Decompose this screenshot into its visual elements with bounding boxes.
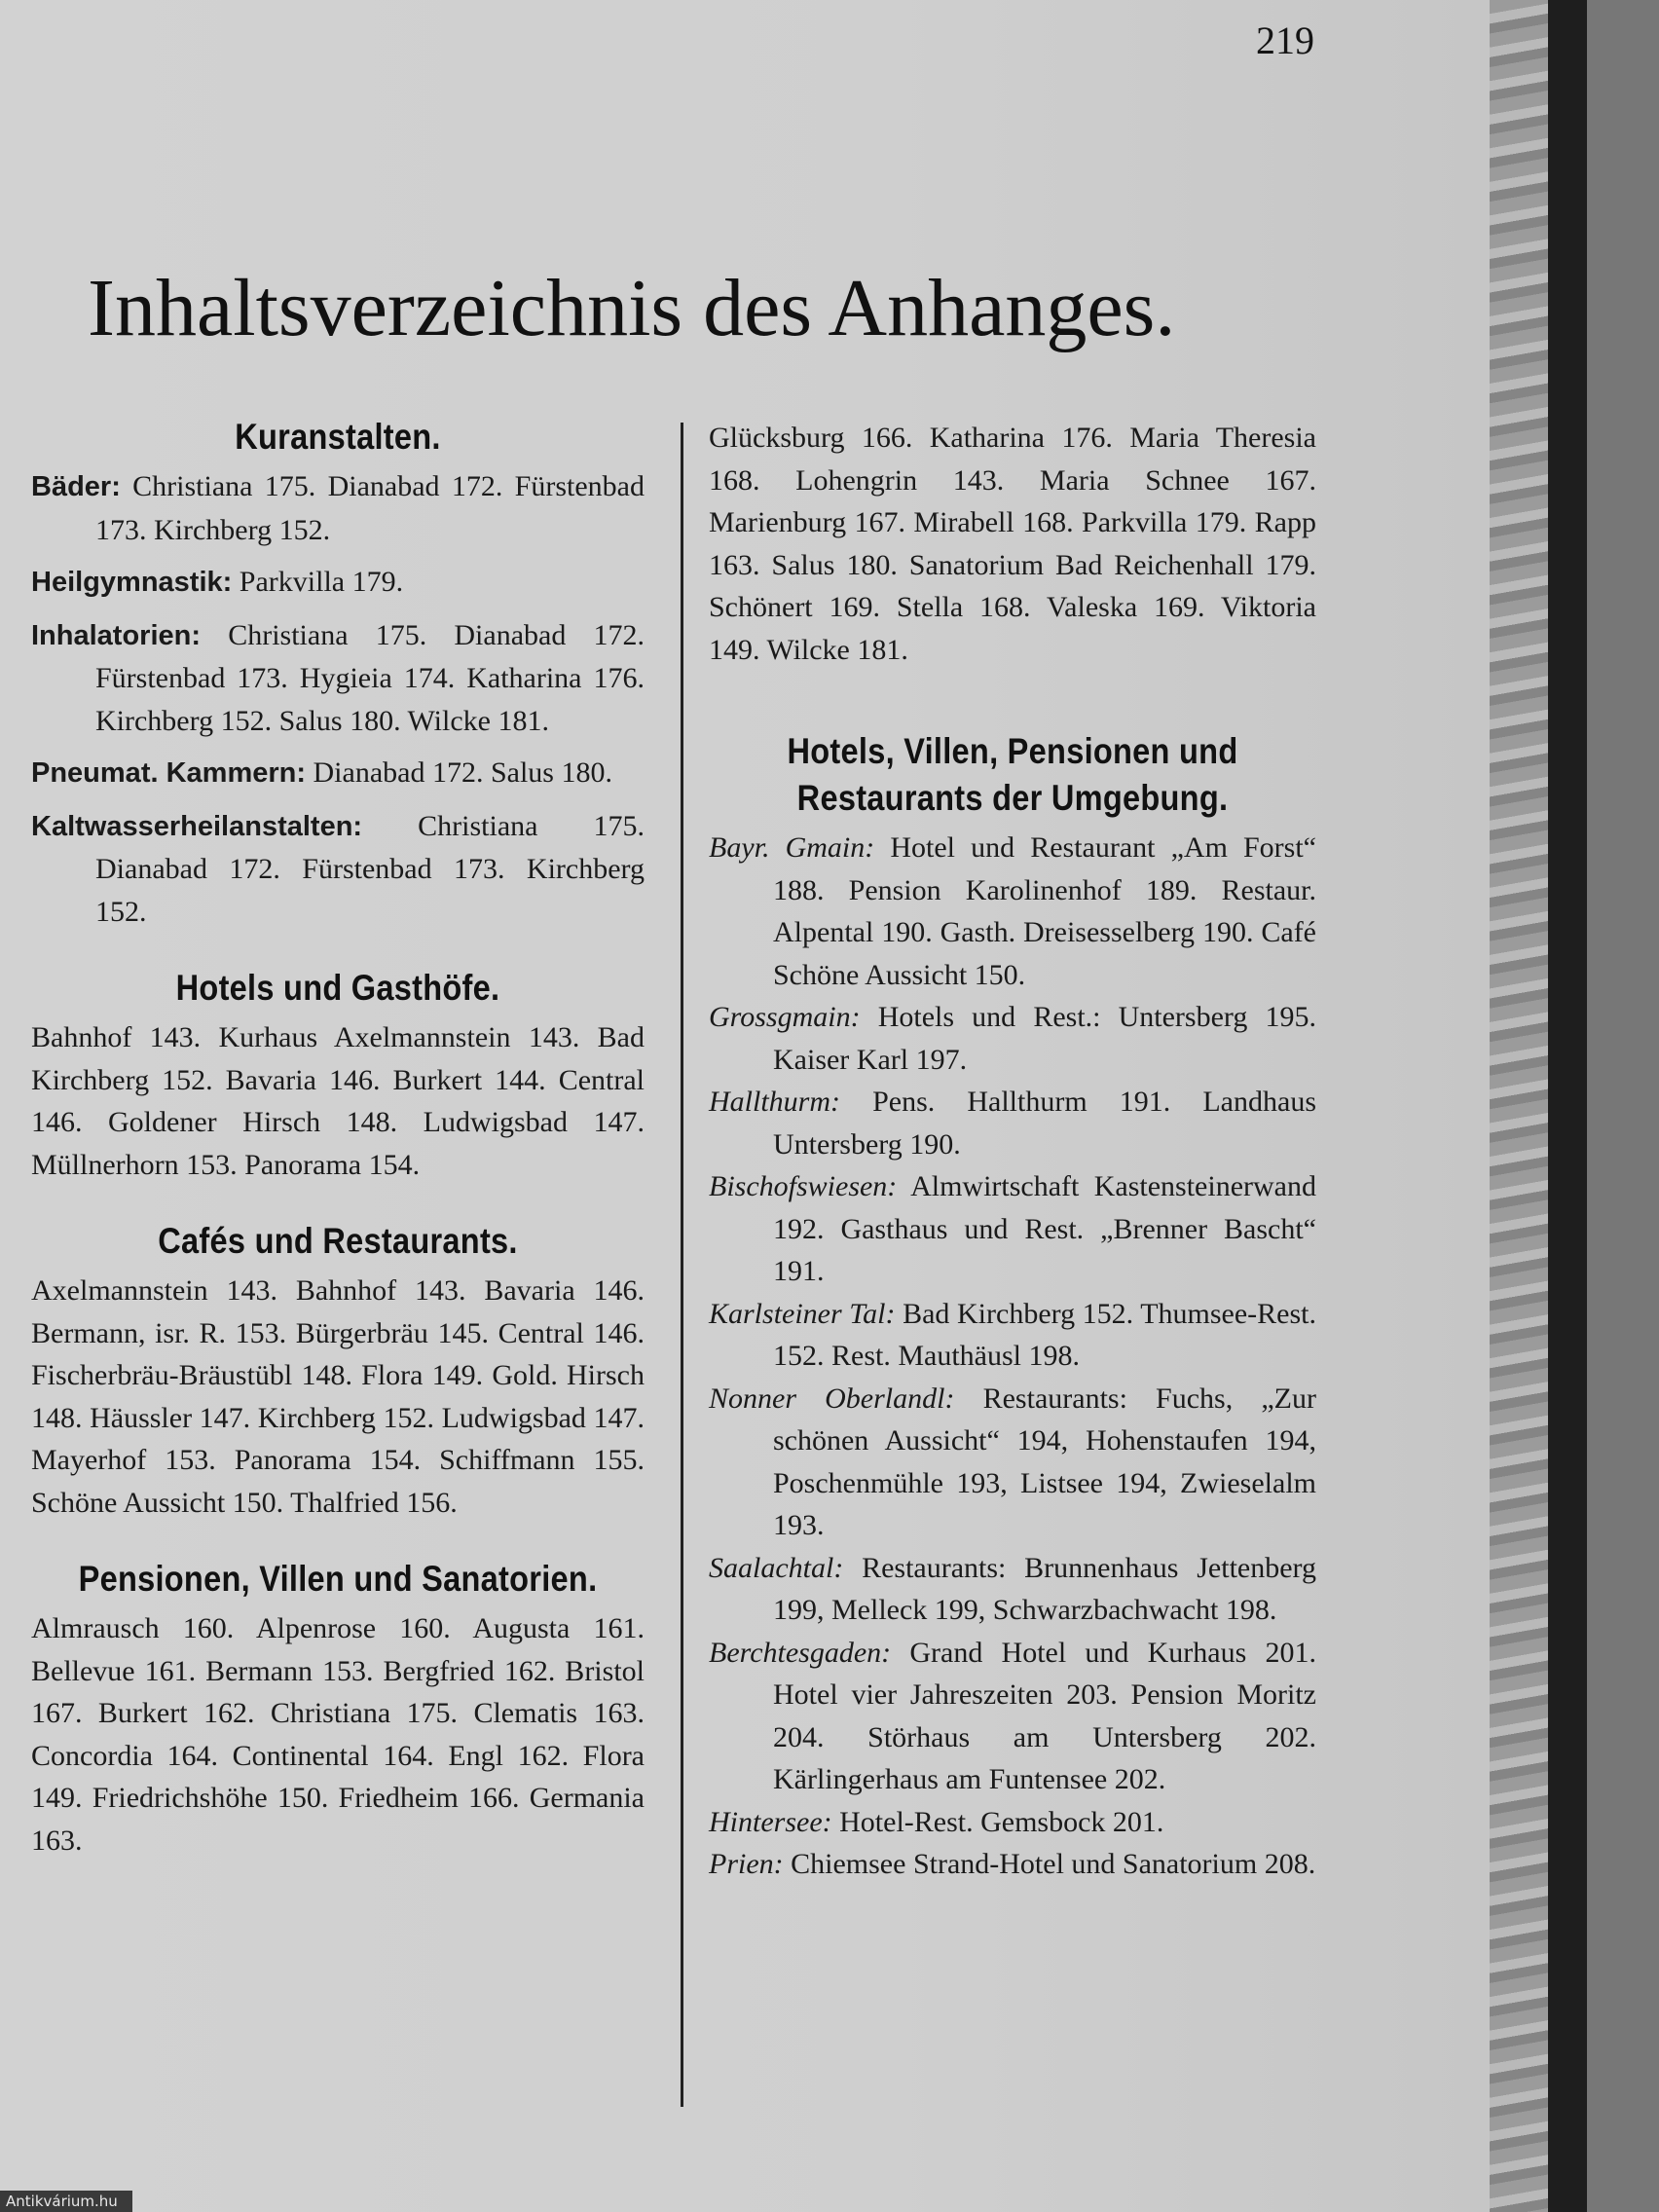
binding-ribbon <box>1548 0 1587 2212</box>
entry-text: Christiana 175. Dianabad 172. Fürstenbad 173. Kirchberg 152. <box>95 470 645 546</box>
entry-berchtesgaden <box>709 1632 1316 1801</box>
entry-text: Restaurants: Brunnenhaus Jettenberg 199, Melleck 199, Schwarzbachwacht 198. <box>773 1551 1316 1626</box>
entry-label: Pneumat. Kammern: <box>31 757 307 789</box>
heading-hotels: Hotels und Gasthöfe. <box>175 968 500 1008</box>
entry-karlsteiner-tal <box>709 1293 1316 1378</box>
heading-kuranstalten: Kuranstalten. <box>235 417 441 457</box>
entry-hallthurm <box>709 1081 1316 1165</box>
entry-label: Grossgmain: <box>709 1001 861 1033</box>
binding-edge <box>1587 0 1659 2212</box>
entry-nonner-oberlandl <box>709 1378 1316 1547</box>
entry-text: Hotels und Rest.: Untersberg 195. Kaiser Karl 197. <box>773 1001 1316 1076</box>
entry-bayr-gmain <box>709 827 1316 996</box>
entry-prien <box>709 1843 1316 1886</box>
entry-label: Hintersee: <box>709 1805 832 1838</box>
heading-pensionen: Pensionen, Villen und Sanatorien. <box>78 1559 598 1599</box>
column-divider <box>681 423 683 2107</box>
entry-saalachtal <box>709 1547 1316 1632</box>
entry-text: Pens. Hallthurm 191. Landhaus Untersberg 190. <box>773 1086 1316 1161</box>
entry-label: Saalachtal: <box>709 1551 844 1584</box>
entry-text: Christiana 175. Dianabad 172. Fürstenbad 173. Hygieia 174. Katharina 176. Kirchberg 152. Salus 180. Wilcke 181. <box>95 618 645 737</box>
page-number: 219 <box>1256 18 1314 62</box>
entry-label: Bäder: <box>31 471 121 502</box>
entry-label: Heilgymnastik: <box>31 567 233 598</box>
heading-umgebung-line2: Restaurants der Umgebung. <box>796 778 1229 818</box>
entry-text: Christiana 175. Dianabad 172. Fürstenbad 173. Kirchberg 152. <box>95 809 645 928</box>
entry-text: Grand Hotel und Kurhaus 201. Hotel vier Jahreszeiten 203. Pension Moritz 204. Störhaus am Untersberg 202. Kärlingerhaus am Funtensee 202. <box>773 1636 1316 1795</box>
entry-text: Hotel-Rest. Gemsbock 201. <box>839 1805 1164 1838</box>
entry-kaltwasserheilanstalten <box>31 805 645 934</box>
entry-label: Bayr. Gmain: <box>709 831 875 864</box>
entry-bischofswiesen <box>709 1165 1316 1293</box>
entry-text: Dianabad 172. Salus 180. <box>313 756 612 789</box>
page-title: Inhaltsverzeichnis des Anhanges. <box>88 263 1176 353</box>
entry-label: Berchtesgaden: <box>709 1636 892 1669</box>
book-binding <box>1490 0 1659 2212</box>
entry-text: Chiemsee Strand-Hotel und Sanatorium 208. <box>791 1848 1316 1880</box>
entry-baeder <box>31 465 645 551</box>
entry-grossgmain <box>709 996 1316 1081</box>
entry-text: Parkvilla 179. <box>239 566 404 598</box>
watermark: Antikvárium.hu <box>0 2191 132 2212</box>
entry-label: Karlsteiner Tal: <box>709 1297 896 1330</box>
entry-text: Almwirtschaft Kastensteinerwand 192. Gasthaus und Rest. „Brenner Bascht“ 191. <box>773 1170 1316 1287</box>
entry-inhalatorien <box>31 614 645 743</box>
entry-text: Bad Kirchberg 152. Thumsee-Rest. 152. Rest. Mauthäusl 198. <box>773 1297 1316 1372</box>
cafes-list: Axelmannstein 143. Bahnhof 143. Bavaria 146. Bermann, isr. R. 153. Bürgerbräu 145. Central 146. Fischerbräu-Bräustübl 148. Flora 149. Gold. Hirsch 148. Häussler 147. Kirchberg 152. Ludwigsbad 147. Mayerhof 153. Panorama 154. Schiffmann 155. Schöne Aussicht 150. Thalfried 156. <box>31 1274 645 1519</box>
heading-umgebung-line1: Hotels, Villen, Pensionen und <box>787 731 1238 771</box>
entry-label: Nonner Oberlandl: <box>709 1382 955 1415</box>
entry-label: Inhalatorien: <box>31 619 202 651</box>
heading-cafes: Cafés und Restaurants. <box>158 1221 518 1261</box>
pensionen-list: Almrausch 160. Alpenrose 160. Augusta 161. Bellevue 161. Bermann 153. Bergfried 162. Bristol 167. Burkert 162. Christiana 175. Clematis 163. Concordia 164. Continental 164. Engl 162. Flora 149. Friedrichshöhe 150. Friedheim 166. Germania 163. <box>31 1612 645 1857</box>
left-column <box>31 417 645 1862</box>
right-column <box>709 417 1316 1886</box>
entry-label: Bischofswiesen: <box>709 1170 898 1202</box>
entry-text: Hotel und Restaurant „Am Forst“ 188. Pension Karolinenhof 189. Restaur. Alpental 190. Gasth. Dreisesselberg 190. Café Schöne Aussicht 150. <box>773 831 1317 991</box>
entry-hintersee <box>709 1801 1316 1844</box>
entry-heilgymnastik <box>31 561 645 605</box>
entry-label: Kaltwasserheilanstalten: <box>31 810 363 842</box>
hotels-list: Bahnhof 143. Kurhaus Axelmannstein 143. Bad Kirchberg 152. Bavaria 146. Burkert 144. Central 146. Goldener Hirsch 148. Ludwigsbad 147. Müllnerhorn 153. Panorama 154. <box>31 1021 645 1181</box>
entry-text: Restaurants: Fuchs, „Zur schönen Aussicht“ 194, Hohenstaufen 194, Poschenmühle 193, Listsee 194, Zwieselalm 193. <box>773 1382 1316 1541</box>
pensionen-list-continued: Glücksburg 166. Katharina 176. Maria Theresia 168. Lohengrin 143. Maria Schnee 167. Marienburg 167. Mirabell 168. Parkvilla 179. Rapp 163. Salus 180. Sanatorium Bad Reichenhall 179. Schönert 169. Stella 168. Valeska 169. Viktoria 149. Wilcke 181. <box>709 422 1316 666</box>
entry-label: Hallthurm: <box>709 1086 840 1118</box>
entry-pneumat-kammern <box>31 752 645 795</box>
entry-label: Prien: <box>709 1848 784 1880</box>
